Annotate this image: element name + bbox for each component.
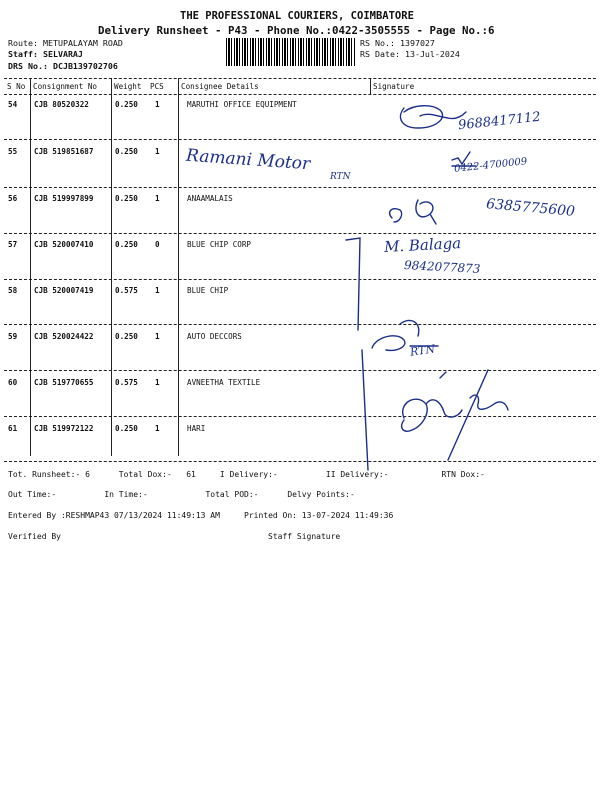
handwritten-name: M. Balaga [383,233,462,257]
row-sno: 58 [8,286,18,295]
handwritten-rtn: RTN [409,342,436,359]
handwritten-phone: 0422-4700009 [453,156,528,175]
row-sno: 59 [8,332,18,341]
staff-signature-label: Staff Signature [268,532,341,541]
handwritten-phone: 6385775600 [485,196,576,220]
col-header-consignee: Consignee Details [181,82,259,91]
row-weight: 0.250 [115,240,138,249]
row-pcs: 1 [155,378,160,387]
route-text: Route: METUPALAYAM ROAD [8,38,123,48]
row-weight: 0.250 [115,424,138,433]
row-consignee: ANAAMALAIS [187,194,233,203]
signature-scribble [448,370,488,460]
row-weight: 0.575 [115,286,138,295]
col-header-consignment: Consignment No [33,82,98,91]
row-weight: 0.250 [115,147,138,156]
company-title: THE PROFESSIONAL COURIERS, COIMBATORE [180,10,414,22]
row-pcs: 1 [155,147,160,156]
row-consignment: CJB 80520322 [34,100,89,109]
col-header-pcs: PCS [150,82,164,91]
row-consignee: AVNEETHA TEXTILE [187,378,261,387]
rs-number: RS No.: 1397027 [360,38,435,48]
row-sno: 61 [8,424,18,433]
staff-text: Staff: SELVARAJ [8,49,83,59]
row-sno: 55 [8,147,18,156]
row-pcs: 0 [155,240,160,249]
rs-date: RS Date: 13-Jul-2024 [360,49,460,59]
row-weight: 0.575 [115,378,138,387]
row-consignment: CJB 519851687 [34,147,94,156]
row-weight: 0.250 [115,194,138,203]
entered-by-line: Entered By :RESHMAP43 07/13/2024 11:49:13 AM Printed On: 13-07-2024 11:49:36 [8,511,394,520]
row-consignment: CJB 519997899 [34,194,94,203]
row-consignment: CJB 520007419 [34,286,94,295]
row-sno: 56 [8,194,18,203]
row-consignment: CJB 519770655 [34,378,94,387]
row-pcs: 1 [155,100,160,109]
handwritten-phone: 9842077873 [403,258,481,276]
col-header-signature: Signature [373,82,415,91]
times-line: Out Time:- In Time:- Total POD:- Delvy Points:- [8,490,355,499]
row-pcs: 1 [155,332,160,341]
col-header-sno: S No [7,82,26,91]
row-consignee: AUTO DECCORS [187,332,242,341]
row-consignee: BLUE CHIP [187,286,229,295]
signature-scribble [390,200,436,224]
row-weight: 0.250 [115,100,138,109]
runsheet-title: Delivery Runsheet - P43 - Phone No.:0422-3505555 - Page No.:6 [98,24,495,37]
totals-line: Tot. Runsheet:- 6 Total Dox:- 61 I Delivery:- II Delivery:- RTN Dox:- [8,470,485,479]
handwritten-phone: 9688417112 [457,109,542,134]
row-pcs: 1 [155,286,160,295]
row-consignment: CJB 520007410 [34,240,94,249]
row-consignment: CJB 520024422 [34,332,94,341]
row-sno: 60 [8,378,18,387]
row-consignee: MARUTHI OFFICE EQUIPMENT [187,100,297,109]
bracket-line [346,238,360,330]
row-pcs: 1 [155,424,160,433]
signature-scribble [402,372,508,431]
row-sno: 54 [8,100,18,109]
row-consignment: CJB 519972122 [34,424,94,433]
row-consignee: BLUE CHIP CORP [187,240,252,249]
drs-number: DRS No.: DCJB139702706 [8,61,118,71]
bracket-line [362,350,368,470]
row-pcs: 1 [155,194,160,203]
row-consignee: HARI [187,424,206,433]
handwritten-name: Ramani Motor [185,145,311,175]
row-weight: 0.250 [115,332,138,341]
col-header-weight: Weight [114,82,142,91]
verified-by-label: Verified By [8,532,61,541]
handwritten-rtn: RTN [330,172,351,182]
row-sno: 57 [8,240,18,249]
signature-scribble [400,106,466,128]
